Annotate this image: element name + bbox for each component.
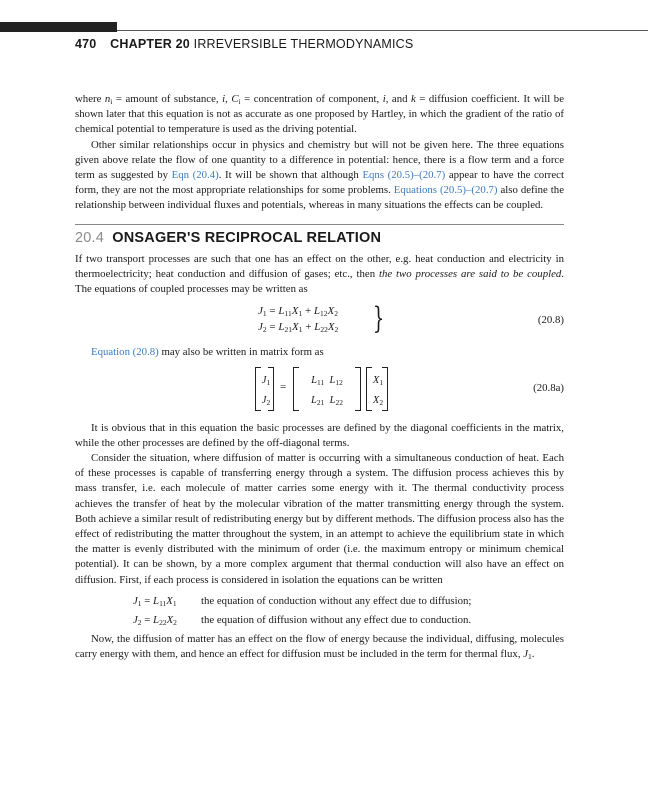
paragraph-6: Consider the situation, where diffusion of matter is occurring with a simultaneous conduction of heat. Each of these processes is capable of transferring energy through a system. The diffusion process achieves this by mass transfer, i.e. each molecule of matter carries some energy with it. The thermal conductivity process achieves the transfer of heat by the molecular vibration of the matter transmitting energy through the system. Both achieve a similar result of redistributing energy but by different methods. The diffusion process also has the effect of redistributing the matter throughout the system, in an attempt to achieve the equilibrium state in which the matter is evenly distributed with the minimum of order (i.e. the maximum entropy or minimum chemical potential). It can be shown, by a more complex argument that thermal conduction will also have an effect on diffusion. First, if each process is considered in isolation the equations can be written <box>75 452 564 586</box>
matrix-l: $L_{11}$ $L_{12}$ $L_{21}$ $L_{22}$ <box>311 374 343 407</box>
paragraph-7: Now, the diffusion of matter has an effect on the flow of energy because the individual, diffusing, molecules carry energy with them, and hence an effect for diffusion must be included in the term for thermal flux, $J_1$. <box>75 632 564 662</box>
page-body <box>75 92 564 662</box>
paragraph-3: If two transport processes are such that one has an effect on the other, e.g. heat conduction and electricity in thermoelectricity; heat conduction and diffusion of gases; etc., then the two processes are said to be coupled. The equations of coupled processes may be written as <box>75 252 564 296</box>
page-number: 470 <box>75 37 97 51</box>
equation-j2: $J_2 = L_{22}X_2$ the equation of diffusion without any effect due to conduction. <box>133 613 472 627</box>
equation-link-20-8[interactable]: Equation (20.8) <box>91 346 159 359</box>
equation-lines: $J_1 = L_{11}X_1 + L_{12}X_2$ $J_2 = L_{21}X_1 + L_{22}X_2$ <box>258 305 339 335</box>
paragraph-2: Other similar relationships occur in physics and chemistry but will not be given here. The three equations given above relate the flow of one quantity to a difference in potential: hence, there is a flow term and a force term as suggested by Eqn (20.4). It will be shown that although Eqns (20.5)–(20.7) appear to have the correct form, they are not the most appropriate relationships for some problems. Equations (20.5)–(20.7) also define the relationship between individual fluxes and potentials, whereas in many situations the effects can be coupled. <box>75 138 565 212</box>
section-heading <box>75 231 564 246</box>
paragraph-4: Equation (20.8) may also be written in matrix form as <box>91 346 324 359</box>
equations-link-20-5-20-7[interactable]: Equations (20.5)–(20.7) <box>393 184 498 197</box>
right-brace: } <box>372 301 385 337</box>
equation-number: (20.8) <box>537 314 564 327</box>
equation-j1: $J_1 = L_{11}X_1$ the equation of conduction without any effect due to diffusion; <box>133 594 472 608</box>
equation-20-8 <box>75 301 564 341</box>
equation-j1-description: the equation of conduction without any effect due to diffusion; <box>201 594 472 607</box>
header-bar <box>0 22 117 32</box>
running-header <box>75 37 413 51</box>
bracket-right <box>382 367 388 411</box>
section-title: ONSAGER'S RECIPROCAL RELATION <box>112 229 382 246</box>
chapter-title: IRREVERSIBLE THERMODYNAMICS <box>193 37 414 51</box>
matrix-x: $X_1$ $X_2$ <box>372 374 384 407</box>
paragraph-5: It is obvious that in this equation the basic processes are defined by the diagonal coefficients in the matrix, while the other processes are defined by the off-diagonal terms. <box>75 421 564 449</box>
matrix-j: $J_1$ $J_2$ <box>261 374 271 407</box>
eqns-link-20-5-20-7[interactable]: Eqns (20.5)–(20.7) <box>362 169 446 182</box>
chapter-label: CHAPTER 20 <box>110 37 190 51</box>
bracket-right <box>268 367 274 411</box>
section-number: 20.4 <box>75 229 105 246</box>
equation-number: (20.8a) <box>533 381 564 394</box>
equation-j2-description: the equation of diffusion without any effect due to conduction. <box>201 613 472 626</box>
section-divider <box>75 224 564 225</box>
bracket-right <box>355 367 361 411</box>
eqn-link-20-4[interactable]: Eqn (20.4) <box>171 169 219 182</box>
header-rule <box>117 30 648 31</box>
paragraph-1: where $n_i$ = amount of substance, i, $C_i$ = concentration of component, i, and k = diffusion coefficient. It will be shown later that this equation is not as accurate as one proposed by Hartley, in which the gradient of the ratio of chemical potential to temperature is used as the driving potential. <box>75 93 564 136</box>
equals-sign: = <box>280 380 287 393</box>
equation-20-8a <box>75 365 564 417</box>
